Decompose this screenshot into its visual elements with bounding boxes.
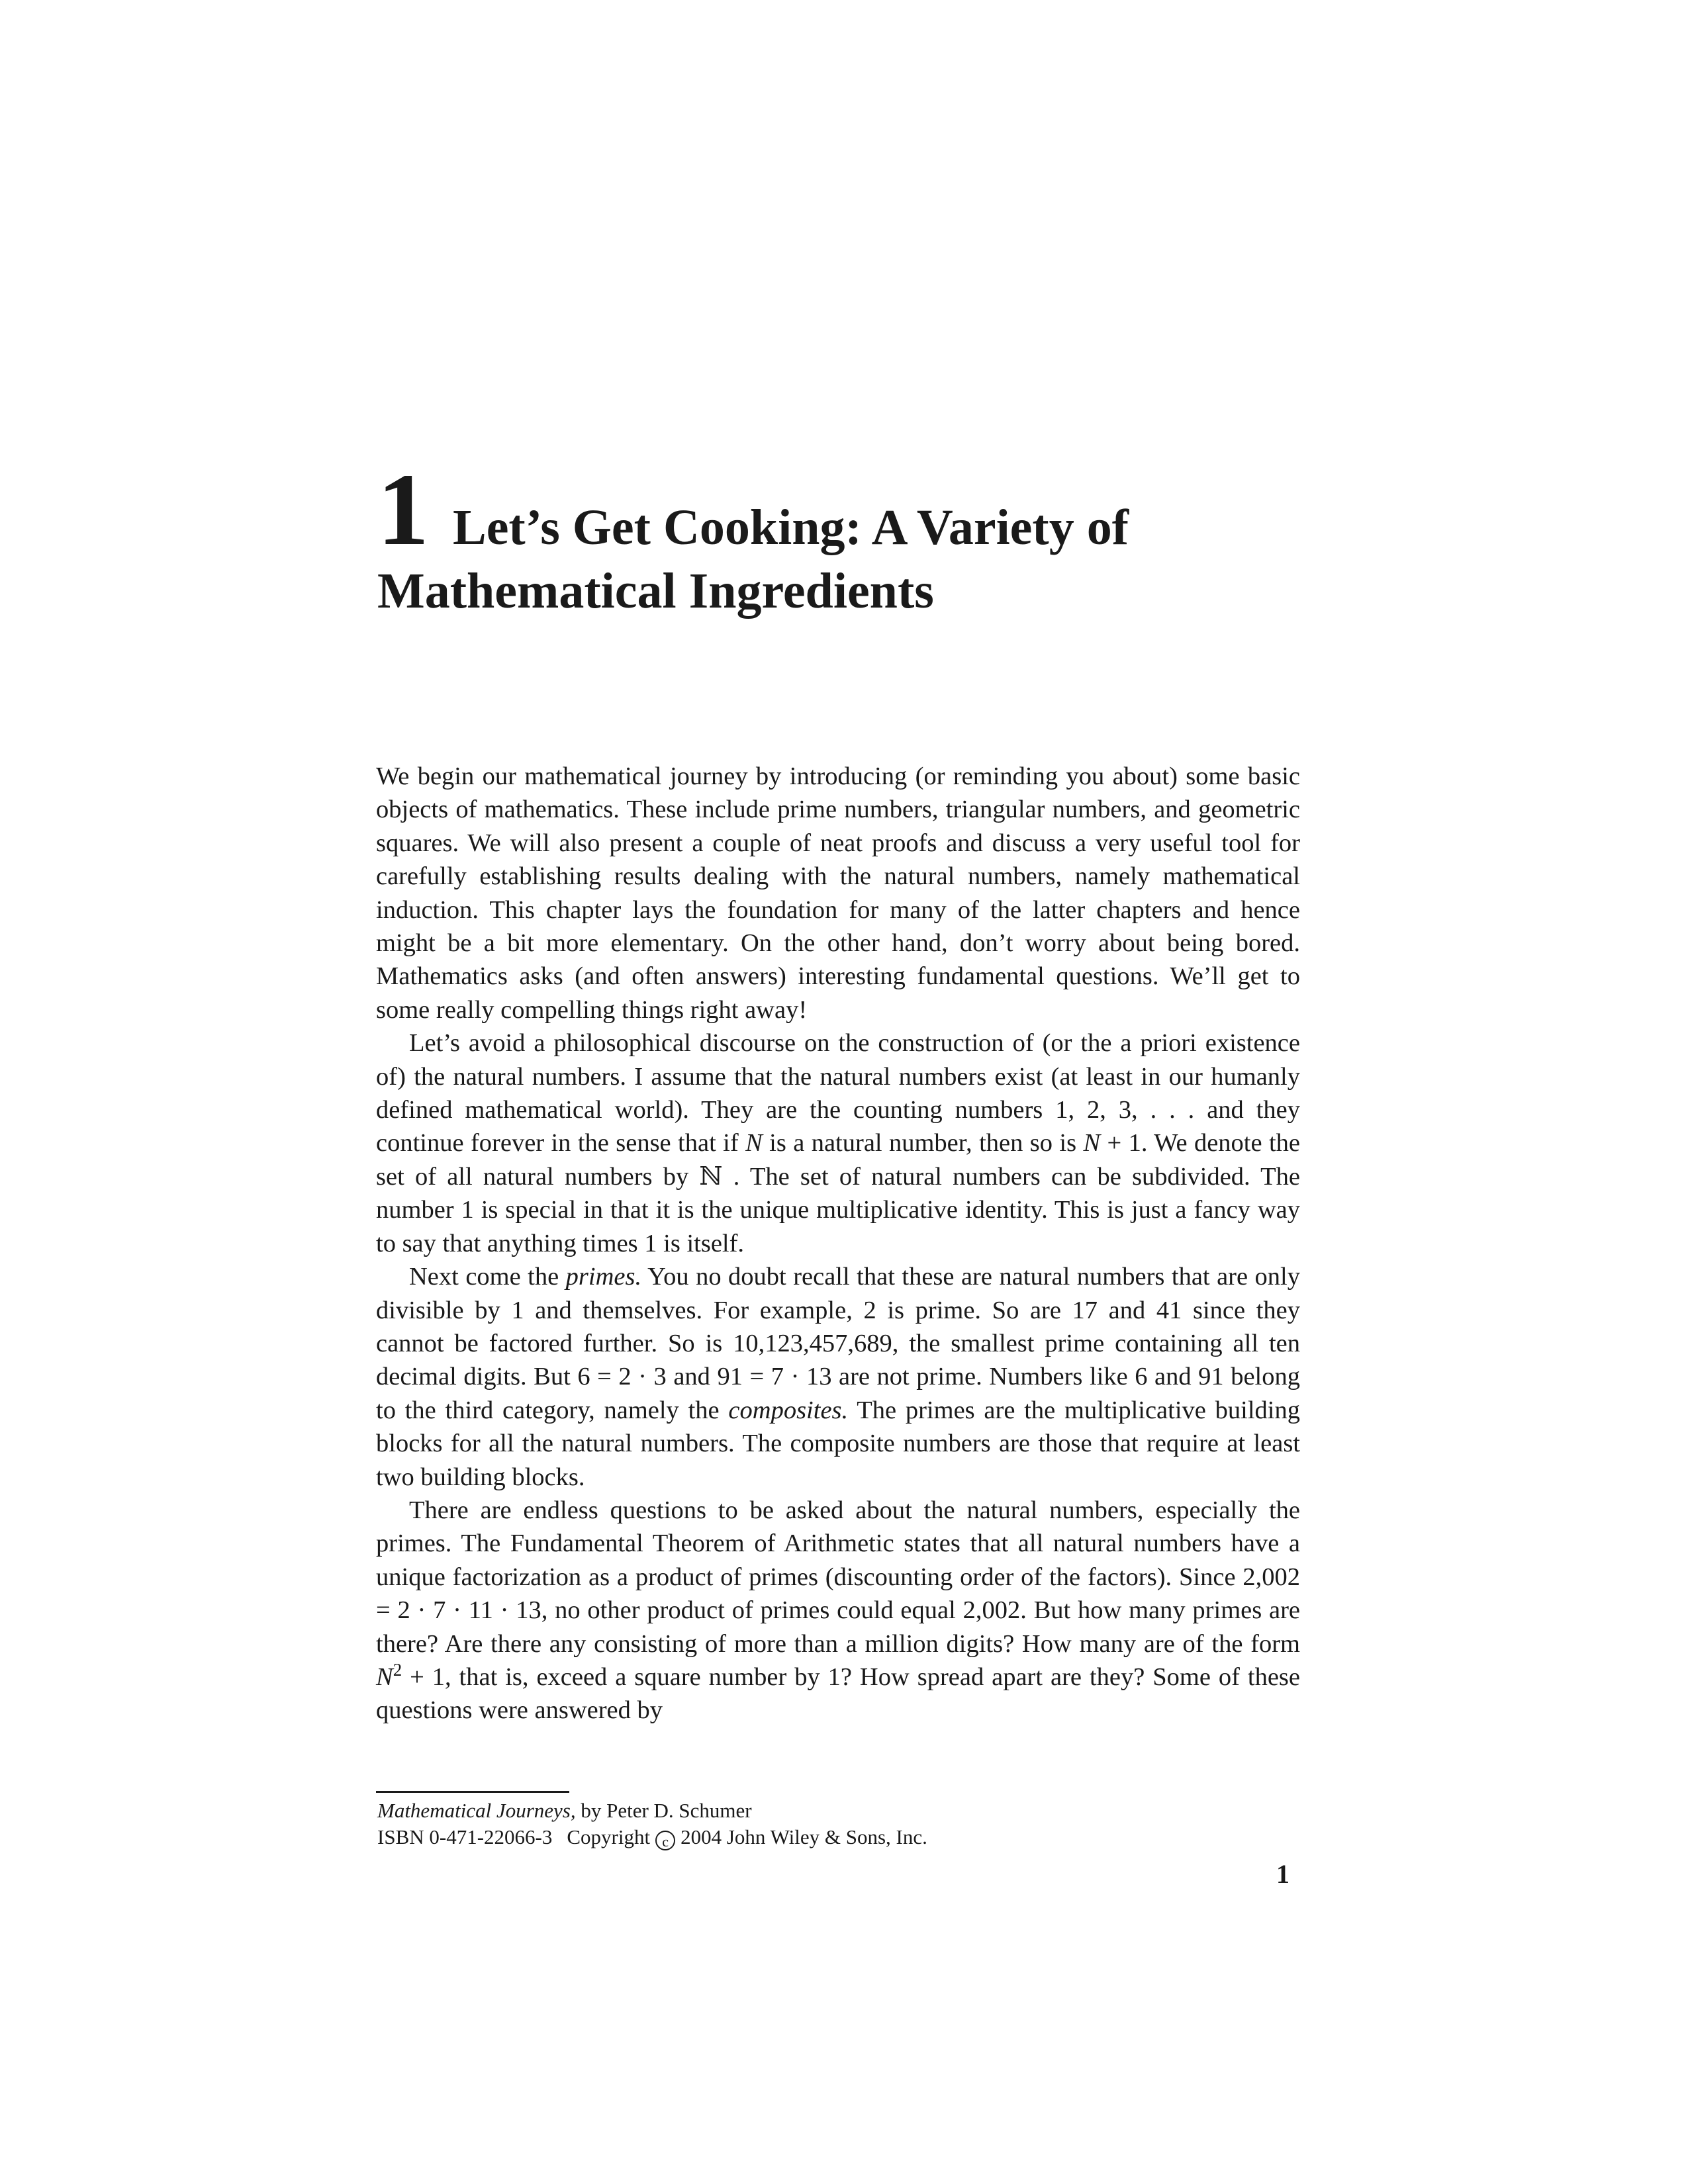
text-segment: + 1, that is, exceed a square number by 1? How spread apart are they? Some of these questions were answered by [376,1662,1300,1725]
paragraph-intro: We begin our mathematical journey by introducing (or reminding you about) some basic objects of mathematics. These include prime numbers, triangular numbers, and geometric squares. We will also present a couple of neat proofs and discuss a very useful tool for carefully establishing results dealing with the natural numbers, namely mathematical induction. This chapter lays the foundation for many of the latter chapters and hence might be a bit more elementary. On the other hand, don’t worry about being bored. Mathematics asks (and often answers) interesting fundamental questions. We’ll get to some really compelling things right away! [376,762,1300,1024]
footnote-divider [376,1791,569,1793]
math-var-n: N [1083,1129,1101,1158]
paragraph-primes [376,1260,1300,1494]
body-text [376,760,1300,1727]
text-segment: The primes are the multiplicative building blocks for all the natural numbers. The composite numbers are those that require at least two building blocks. [376,1396,1300,1491]
text-segment: Next come the [409,1263,566,1291]
text-segment: + 1. We denote the set of all natural numbers by ℕ . The set of natural numbers can be subdivided. The number 1 is special in that it is the unique multiplicative identity. This is just a fancy way to say that anything times 1 is itself. [376,1129,1300,1257]
copyright-icon: c [655,1831,675,1850]
isbn: ISBN 0-471-22066-3 [377,1825,553,1848]
footnote [377,1797,1304,1850]
paragraph-questions [376,1494,1300,1727]
copyright-label: Copyright [567,1825,651,1848]
footnote-book-line [377,1797,1304,1824]
footnote-copyright-line [377,1824,1304,1850]
text-segment: You no doubt recall that these are natural numbers that are only divisible by 1 and themselves. For example, 2 is prime. So are 17 and 41 since they cannot be factored further. So is 10,123,457,689, the smallest prime containing all ten decimal digits. But 6 = 2 · 3 and 91 = 7 · 13 are not prime. Numbers like 6 and 91 belong to the third category, namely the [376,1263,1300,1424]
chapter-heading [377,452,1304,623]
text-segment: is a natural number, then so is [762,1129,1084,1158]
math-var-n: N [745,1129,763,1158]
math-var-n: N [376,1662,393,1691]
page-number: 1 [1276,1859,1289,1889]
publisher: 2004 John Wiley & Sons, Inc. [680,1825,927,1848]
text-segment: Let’s avoid a philosophical discourse on the construction of (or the a priori existence of) the natural numbers. I assume that the natural numbers exist (at least in our humanly defined mathematical world). They are the counting numbers 1, 2, 3, . . . and they continue forever in the sense that if [376,1029,1300,1158]
chapter-number: 1 [377,452,429,567]
term-composites: composites. [728,1396,849,1424]
book-author: by Peter D. Schumer [575,1799,752,1822]
text-segment: There are endless questions to be asked about the natural numbers, especially the primes. The Fundamental Theorem of Arithmetic states that all natural numbers have a unique factorization as a product of primes (discounting order of the factors). Since 2,002 = 2 · 7 · 11 · 13, no other product of primes could equal 2,002. But how many primes are there? Are there any consisting of more than a million digits? How many are of the form [376,1496,1300,1658]
chapter-title: Let’s Get Cooking: A Variety of Mathematical Ingredients [377,500,1129,619]
paragraph-natural-numbers [376,1026,1300,1260]
math-exponent: 2 [393,1660,402,1680]
book-title: Mathematical Journeys, [377,1799,576,1822]
term-primes: primes. [565,1263,642,1291]
